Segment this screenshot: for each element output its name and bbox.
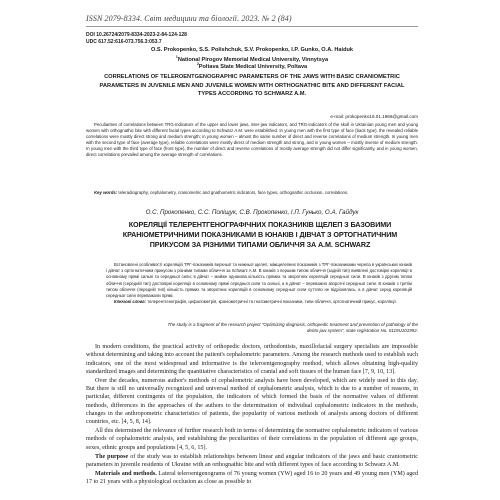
affiliation-2-text: Poltava State Medical University, Poltava [198,63,308,70]
journal-running-header: ISSN 2079-8334. Світ медицини та біології. 2023. № 2 (84) [86,14,292,23]
abstract-ukrainian: Встановлені особливості кореляцій ТРГ-показників верхньої та нижньої щелеп, міжщелепних показників з ТРГ-показниками черепа в українських юнаків і дівчат з ортогнатичним прикусом з різними типами обличчя за Schwarz A.M. В юнаків з першим типом обличчя (задній тип) виявлені достовірні кореляції в основному прямі сильні та середньої сили; в дівчат – майже однакова кількість прямих та зворотних кореляцій середньої сили. В юнаків з другим типом обличчя (середній тип) достовірні кореляції в основному прямі середньої сили та сильні, а в дівчат – переважно зворотні середньої сили. В юнаків з третім типом обличчя (передній тип) кількість прямих та зворотних кореляцій в основному середньої сили суттєво не відрізнялась, а в дівчат серед кореляцій середньої сили переважали прямі. [106,262,412,299]
keywords-ukrainian-label: Ключові слова: [114,299,147,304]
keywords-english [86,190,418,196]
body-paragraph-1: In modern conditions, the practical activity of orthopedic doctors, orthodontists, maxillofacial surgery specialists are impossible without determining and taking into account the patient's cephalometric parameters. Among the research methods used to establish such indicators, one of the most widespread and informative is the teleroentgenography method, which allows obtaining high-quality standardized images and determining the quantitative characteristics of cranial and soft tissues of the human face [7, 9, 10, 13]. [86,344,418,376]
methods-lead: Materials and methods. [95,471,157,477]
contact-email[interactable]: e-mail: prokopenko16.01.1966@gmail.com [330,114,418,119]
body-paragraph-5 [86,470,418,487]
header-divider [86,26,418,27]
body-paragraph-4 [86,453,418,470]
purpose-text: of the study was to establish relationships between linear and angular indicators of the jaws and basic craniometric parameters in juvenile residents of Ukraine with an orthognathic bite and with different types of face according to Schwarz A.M. [86,453,418,468]
article-title-english: CORRELATIONS OF TELEROENTGENOGRAPHIC PARAMETERS OF THE JAWS WITH BASIC CRANIOMETRIC PARAMETERS IN JUVENILE MEN AND JUVENILE WOMEN WITH ORTHOGNATHIC BITE AND DIFFERENT FACIAL TYPES ACCORDING TO SCHWARZ A.M. [99,74,405,98]
methods-text: Lateral teleroentgenograms of 76 young women (YW) aged 16 to 20 years and 49 young men (YM) aged 17 to 21 years with a physiological occlusion as close as possible to [86,471,418,486]
funding-note: The study is a fragment of the research project "Optimizing diagnosis, orthopedic treatment and prevention of pathology of the dento-jaw system", state registration No. 0119U101992. [167,322,418,333]
keywords-english-text: teleradiography, cephalometry, craniometric and gnathometric indicators, face types, orthognathic occlusion, correlations. [118,190,349,195]
keywords-ukrainian [106,299,412,305]
keywords-ukrainian-text: телерентгенографія, цефалометрія, краніометричні та гнатометричні показники, типи обличчя, ортогнатичний прикус, кореляції. [147,299,397,304]
article-title-ukrainian: КОРЕЛЯЦІЇ ТЕЛЕРЕНТГЕНОГРАФІЧНИХ ПОКАЗНИКІВ ЩЕЛЕП З БАЗОВИМИ КРАНІОМЕТРИЧНИМИ ПОКАЗНИКАМИ В ЮНАКІВ І ДІВЧАТ З ОРТОГНАТИЧНИМ ПРИКУСОМ ЗА РІЗНИМИ ТИПАМИ ОБЛИЧЧЯ ЗА A.M. SCHWARZ [122,220,398,249]
udc-line: UDC 617.52:616-073.756.3:053.7 [86,39,162,45]
affiliation-2: $^2$Poltava State Medical University, Poltava [196,62,308,70]
abstract-english: Peculiarities of correlations between TRG-indicators of the upper and lower jaws, inter-jaw indicators, and TRG-indicators of the skull in Ukrainian young men and young women with orthognathic bite with different facial types according to Schwarz A.M. were established. In young men with the first type of face (back type), the revealed reliable correlations were mostly direct strong and medium strength; in young women – almost the same number of direct and reverse correlations of medium strength. In young men with the second type of face (average type), reliable correlations were mostly direct of medium strength and strong, and in young women – mostly inverse of medium strength. In young men with the third type of face (front type), the number of direct and reverse correlations of mostly average strength did not differ significantly, and in young women, direct correlations prevailed among the average strength of correlations. [86,122,418,158]
purpose-lead: The purpose [95,453,129,460]
body-paragraph-2: Over the decades, numerous author's methods of cephalometric analysis have been developed, which are widely used to this day. But there is still no universally recognized and universal method of cephalometric analysis, which is due to a number of reasons, in particular, different contingents of the population, the indicators of which formed the basis of the normative values of different methods, differences in the approaches of the authors to the determination of individual cephalometric indicators in the methods, changes in the anthropometric characteristics of patients, the popularity of various methods of analysis among doctors of different countries, etc. [4, 5, 8, 14]. [86,377,418,426]
keywords-english-label: Key words: [94,190,118,195]
authors-english: O.S. Prokopenko, S.S. Polishchuk, S.V. Prokopenko, I.P. Gunko, O.A. Haiduk [150,47,354,53]
authors-ukrainian: О.С. Прокопенко, С.С. Поліщук, С.В. Прокопенко, І.П. Гунько, О.А. Гайдук [145,209,359,216]
doi-line[interactable]: DOI 10.26724/2079-8334-2023-2-84-124-128 [86,32,187,38]
body-paragraph-3: All this determined the relevance of further research both in terms of determining the normative cephalometric indicators of various methods of cephalometric analysis, and establishing the peculiarities of their correlations in the population of different age groups, sexes, ethnic groups and populations [4, 5, 6, 15]. [86,428,418,451]
affiliation-1-text: National Pirogov Memorial Medical University, Vinnytsya [177,56,329,63]
affiliation-1: $^1$National Pirogov Memorial Medical University, Vinnytsya [175,55,329,63]
